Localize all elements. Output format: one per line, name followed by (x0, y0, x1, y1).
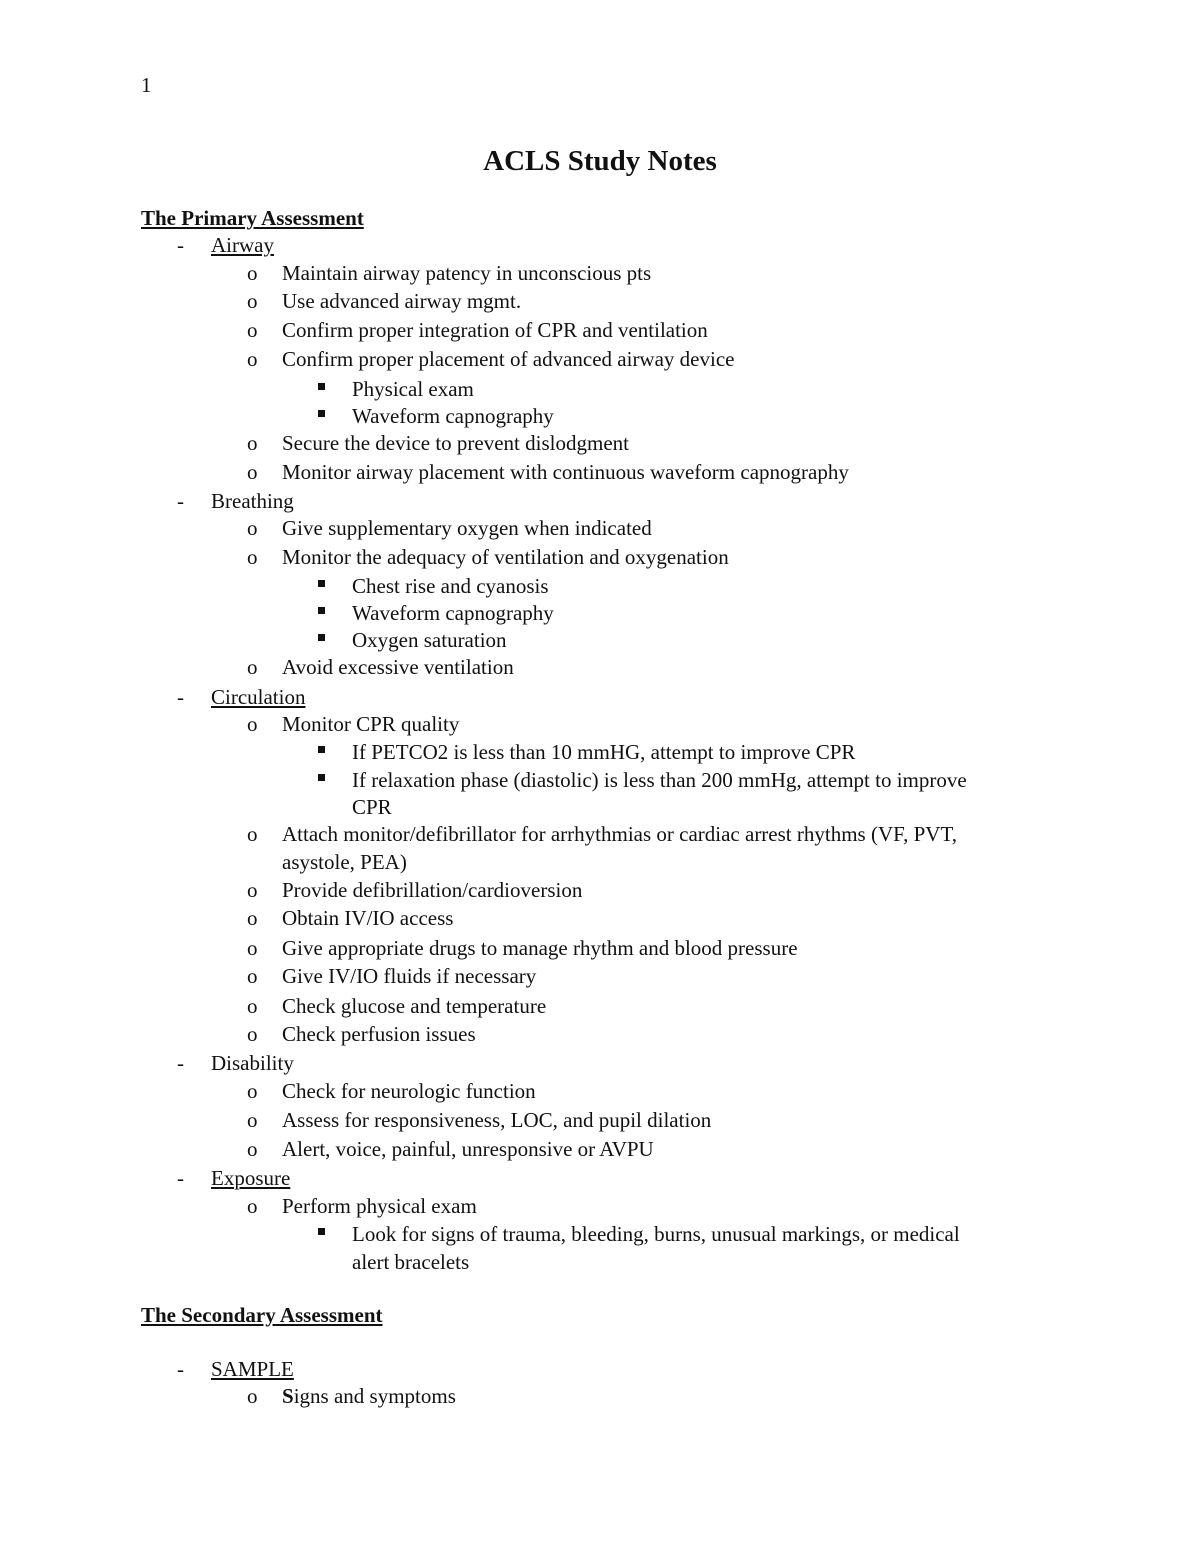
circle-bullet: o (247, 516, 258, 540)
list-item: Monitor airway placement with continuous waveform capnography (282, 460, 849, 484)
circle-bullet: o (247, 964, 258, 988)
list-item: Confirm proper integration of CPR and ventilation (282, 318, 708, 342)
list-item: Alert, voice, painful, unresponsive or AVPU (282, 1137, 654, 1161)
list-item: Avoid excessive ventilation (282, 655, 514, 679)
list-item: Give supplementary oxygen when indicated (282, 516, 652, 540)
list-item: Waveform capnography (352, 404, 554, 428)
disability-label: Disability (211, 1051, 294, 1075)
circulation-label: Circulation (211, 685, 306, 709)
list-item: Oxygen saturation (352, 628, 507, 652)
list-item-continuation: asystole, PEA) (282, 850, 407, 874)
list-item: Monitor CPR quality (282, 712, 460, 736)
dash-bullet: - (177, 489, 184, 513)
sample-label: SAMPLE (211, 1357, 294, 1381)
dash-bullet: - (177, 1166, 184, 1190)
list-item: Check for neurologic function (282, 1079, 536, 1103)
list-item: Monitor the adequacy of ventilation and oxygenation (282, 545, 729, 569)
circle-bullet: o (247, 460, 258, 484)
circle-bullet: o (247, 994, 258, 1018)
primary-assessment-heading: The Primary Assessment (141, 206, 364, 230)
list-item: Give appropriate drugs to manage rhythm and blood pressure (282, 936, 798, 960)
exposure-label: Exposure (211, 1166, 291, 1190)
circle-bullet: o (247, 1384, 258, 1408)
list-item (282, 1383, 456, 1410)
dash-bullet: - (177, 1357, 184, 1381)
circle-bullet: o (247, 655, 258, 679)
page-number: 1 (141, 73, 152, 97)
breathing-label: Breathing (211, 489, 294, 513)
list-item: Physical exam (352, 377, 474, 401)
circle-bullet: o (247, 1194, 258, 1218)
circle-bullet: o (247, 906, 258, 930)
circle-bullet: o (247, 822, 258, 846)
dash-bullet: - (177, 233, 184, 257)
list-item: Obtain IV/IO access (282, 906, 454, 930)
circle-bullet: o (247, 347, 258, 371)
circle-bullet: o (247, 1108, 258, 1132)
list-item: If PETCO2 is less than 10 mmHG, attempt to improve CPR (352, 740, 856, 764)
list-item: Give IV/IO fluids if necessary (282, 964, 537, 988)
dash-bullet: - (177, 1051, 184, 1075)
circle-bullet: o (247, 318, 258, 342)
list-item: If relaxation phase (diastolic) is less than 200 mmHg, attempt to improve (352, 768, 967, 792)
list-item: Perform physical exam (282, 1194, 477, 1218)
circle-bullet: o (247, 1137, 258, 1161)
list-item: Maintain airway patency in unconscious pts (282, 261, 652, 285)
circle-bullet: o (247, 261, 258, 285)
square-bullet-icon (318, 383, 325, 390)
circle-bullet: o (247, 289, 258, 313)
list-item-continuation: alert bracelets (352, 1250, 470, 1274)
list-item: Check perfusion issues (282, 1022, 476, 1046)
dash-bullet: - (177, 685, 184, 709)
circle-bullet: o (247, 431, 258, 455)
circle-bullet: o (247, 1079, 258, 1103)
list-item: Assess for responsiveness, LOC, and pupil dilation (282, 1108, 712, 1132)
list-item: Attach monitor/defibrillator for arrhythmias or cardiac arrest rhythms (VF, PVT, (282, 822, 957, 846)
list-item: Check glucose and temperature (282, 994, 547, 1018)
list-item: Provide defibrillation/cardioversion (282, 878, 583, 902)
circle-bullet: o (247, 878, 258, 902)
circle-bullet: o (247, 1022, 258, 1046)
secondary-assessment-heading: The Secondary Assessment (141, 1303, 383, 1327)
square-bullet-icon (318, 580, 325, 587)
list-item: Waveform capnography (352, 601, 554, 625)
circle-bullet: o (247, 545, 258, 569)
square-bullet-icon (318, 746, 325, 753)
square-bullet-icon (318, 634, 325, 641)
circle-bullet: o (247, 936, 258, 960)
emphasized-letter: S (282, 1384, 294, 1408)
square-bullet-icon (318, 774, 325, 781)
list-item: Use advanced airway mgmt. (282, 289, 522, 313)
document-title: ACLS Study Notes (483, 145, 717, 177)
square-bullet-icon (318, 410, 325, 417)
square-bullet-icon (318, 607, 325, 614)
list-item: Confirm proper placement of advanced airway device (282, 347, 735, 371)
square-bullet-icon (318, 1228, 325, 1235)
list-item: Secure the device to prevent dislodgment (282, 431, 629, 455)
airway-label: Airway (211, 233, 274, 257)
list-item-continuation: CPR (352, 795, 392, 819)
list-item: Look for signs of trauma, bleeding, burns, unusual markings, or medical (352, 1222, 960, 1246)
list-item: Chest rise and cyanosis (352, 574, 549, 598)
list-item-text: igns and symptoms (293, 1384, 456, 1408)
circle-bullet: o (247, 712, 258, 736)
